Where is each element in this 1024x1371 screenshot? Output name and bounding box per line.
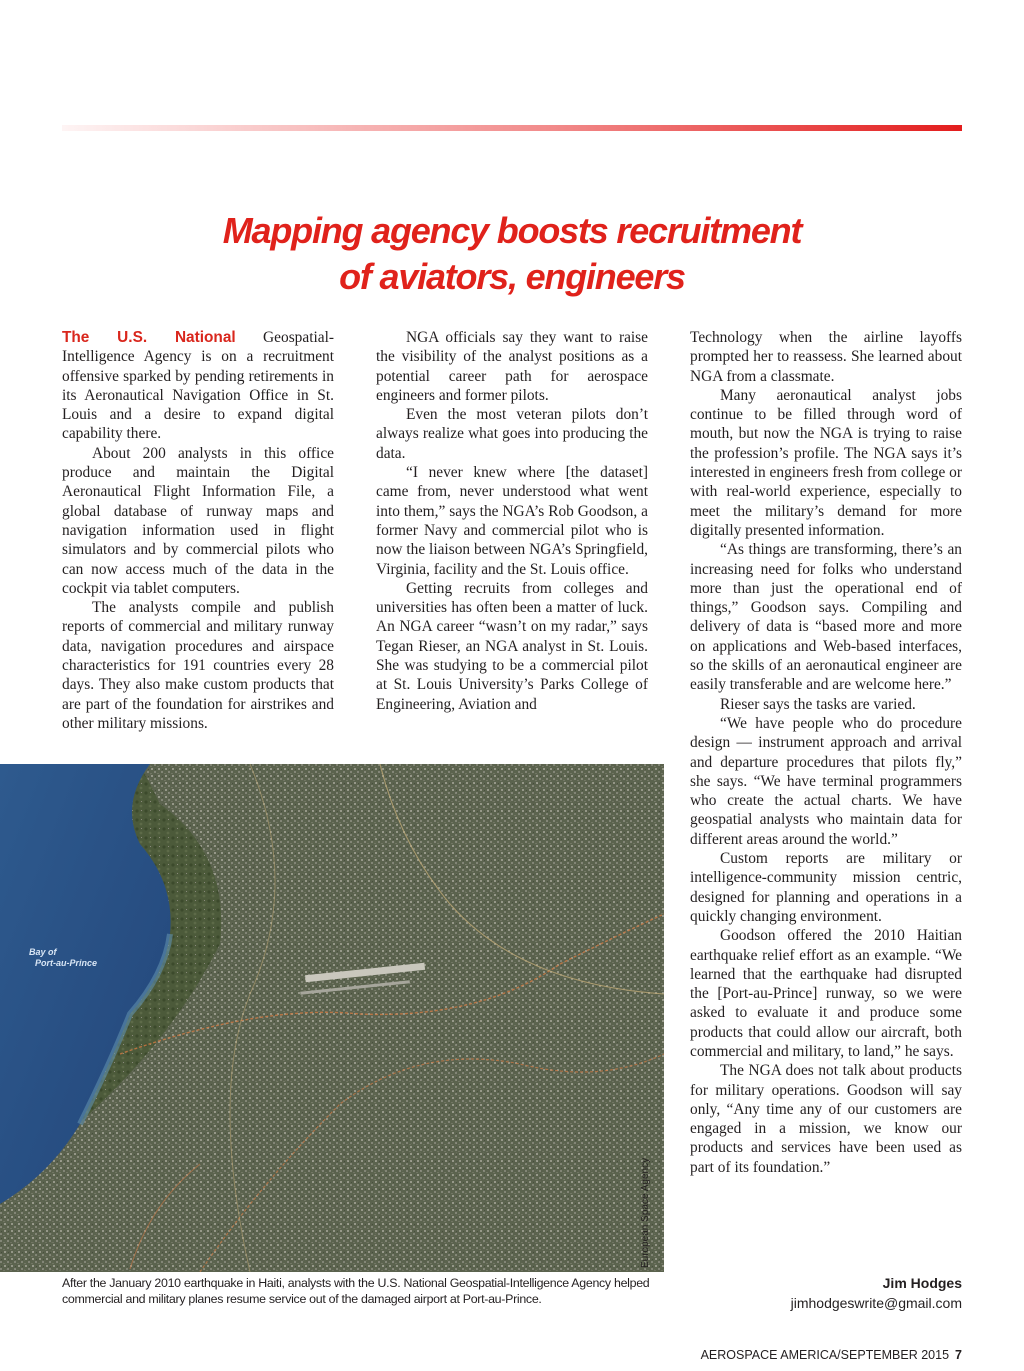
byline: [791, 1274, 962, 1313]
lead-in: The U.S. National: [62, 329, 236, 346]
paragraph: “I never knew where [the dataset] came from, never understood what went into them,” says the NGA’s Rob Goodson, a former Navy and commercial pilot who is now the liaison between NGA’s Springfield, Virginia, facility and the St. Louis office.: [376, 464, 648, 578]
photo-caption: After the January 2010 earthquake in Haiti, analysts with the U.S. National Geospatial-Intelligence Agency helped commercial and military planes resume service out of the damaged airport at Port-au-Prince.: [62, 1276, 650, 1306]
paragraph: The NGA does not talk about products for military operations. Goodson will say only, “Any time any of our customers are engaged in a mission, we know our products and services have been used as part of its foundation.”: [690, 1062, 962, 1176]
page-footer: [701, 1348, 962, 1362]
headline-line-1: Mapping agency boosts recruitment: [222, 210, 802, 251]
satellite-image: [0, 764, 664, 1272]
author-name: Jim Hodges: [882, 1275, 962, 1291]
paragraph: The analysts compile and publish reports of commercial and military runway data, navigation procedures and airspace characteristics for 191 countries every 28 days. They also make custom products that are part of the foundation for airstrikes and other military missions.: [62, 599, 334, 732]
paragraph: Technology when the airline layoffs prompted her to reassess. She learned about NGA from a classmate.: [690, 329, 962, 385]
satellite-photo: [0, 764, 664, 1272]
paragraph: Custom reports are military or intelligence-community mission centric, designed for planning and operations in a quickly changing environment.: [690, 850, 962, 925]
article-column-3: [690, 328, 962, 1177]
paragraph: Many aeronautical analyst jobs continue to be filled through word of mouth, but now the NGA is trying to raise the profession’s profile. The NGA says it’s interested in engineers fresh from college or with real-world experience, especially to meet the military’s demand for more digitally presented information.: [690, 386, 962, 539]
article-column-2: [376, 328, 648, 714]
article-column-1: [62, 328, 334, 733]
paragraph: NGA officials say they want to raise the visibility of the analyst positions as a potential career path for aerospace engineers and former pilots.: [376, 329, 648, 404]
paragraph: “As things are transforming, there’s an increasing need for folks who understand more than just the operational end of things,” Goodson says. Compiling and delivery of data is “based more and more on applications and Web-based interfaces, so the skills of an aeronautical engineer are easily transferable and are welcome here.”: [690, 541, 962, 694]
headline-line-2: of aviators, engineers: [339, 256, 685, 297]
paragraph: About 200 analysts in this office produce and maintain the Digital Aeronautical Flight Information File, a global database of runway maps and navigation information used in flight simulators and by commercial pilots who can now access much of the data in the cockpit via tablet computers.: [62, 444, 334, 597]
paragraph: Getting recruits from colleges and universities has often been a matter of luck. An NGA career “wasn’t on my radar,” says Tegan Rieser, an NGA analyst in St. Louis. She was studying to be a commercial pilot at St. Louis University’s Parks College of Engineering, Aviation and: [376, 579, 648, 713]
publication-name: AEROSPACE AMERICA/SEPTEMBER 2015: [700, 1348, 950, 1362]
header-rule: [62, 125, 962, 131]
paragraph: [62, 328, 334, 444]
paragraph: “We have people who do procedure design — instrument approach and arrival and departure procedures that pilots fly,” she says. “We have terminal programmers who create the actual charts. We have geospatial analysts who maintain data for different areas around the world.”: [690, 714, 962, 848]
map-label-line-2: Port-au-Prince: [34, 958, 98, 968]
paragraph: Rieser says the tasks are varied.: [720, 695, 916, 713]
paragraph: Even the most veteran pilots don’t always realize what goes into producing the data.: [376, 406, 648, 462]
map-label-line-1: Bay of: [28, 947, 57, 957]
page-number: 7: [955, 1348, 962, 1362]
photo-credit: European Space Agency: [640, 1157, 651, 1268]
author-email: jimhodgeswrite@gmail.com: [790, 1295, 962, 1311]
paragraph: Goodson offered the 2010 Haitian earthquake relief effort as an example. “We learned that the earthquake had disrupted the [Port-au-Prince] runway, so we were asked to evaluate it and produce some products that could allow our aircraft, both commercial and military, to land,” he says.: [690, 927, 962, 1060]
paragraph-text: Geospatial-Intelligence Agency is on a recruitment offensive sparked by pending retirements in its Aeronautical Navigation Office in St. Louis and a desire to expand digital capability there.: [62, 329, 334, 443]
article-headline: [62, 208, 962, 300]
